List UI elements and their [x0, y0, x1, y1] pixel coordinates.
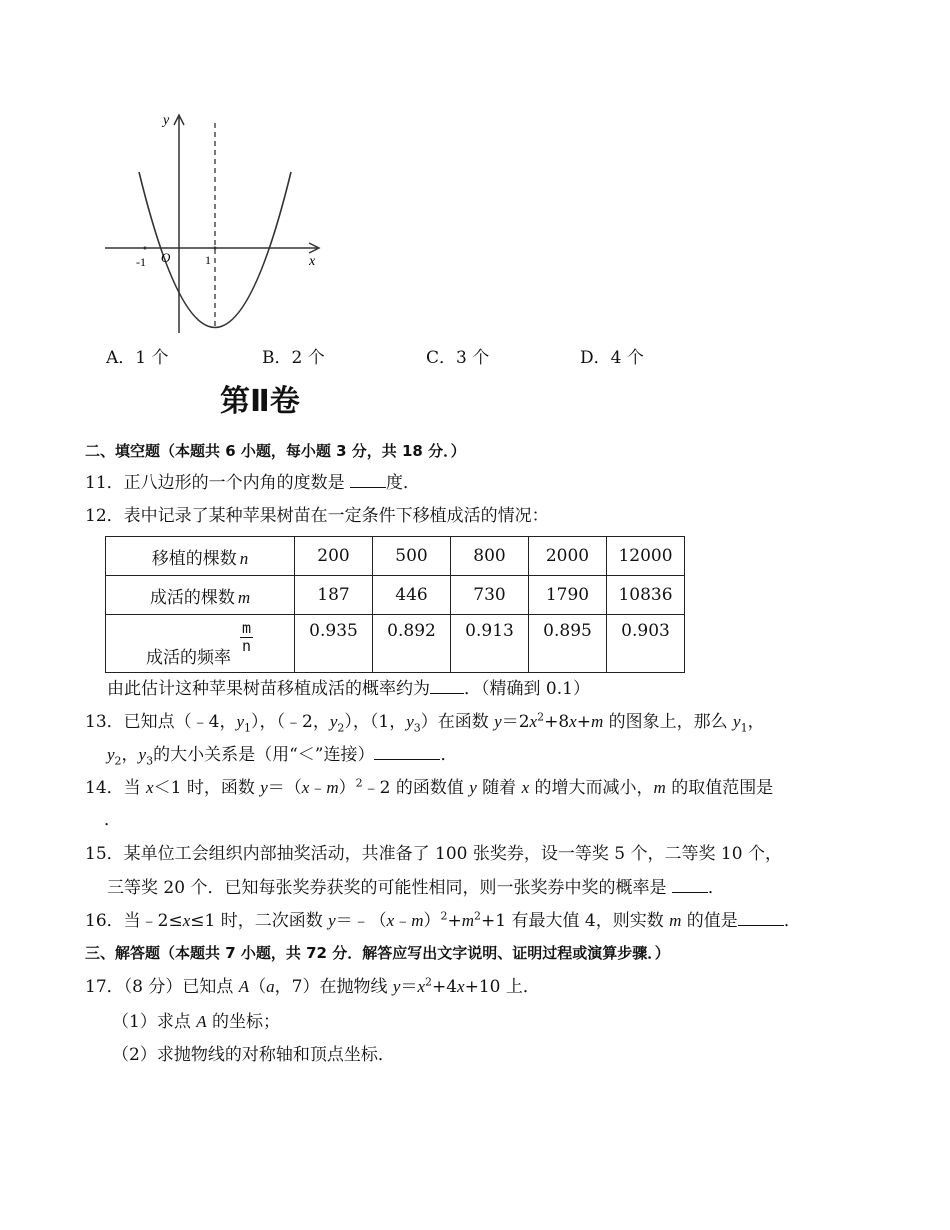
q15-blank: [672, 877, 708, 893]
tick-label-neg1: -1: [136, 255, 146, 269]
table-cell: 10836: [607, 576, 685, 615]
question-17-part1: （1）求点 A 的坐标；: [112, 1012, 281, 1032]
table-cell: 730: [451, 576, 529, 615]
question-13-line2: $y_2$，$y_3$的大小关系是（用“＜”连接） ．: [107, 745, 458, 768]
question-17: 17．（8 分）已知点 A（a，7）在抛物线 $y=x^2+4x+10$ 上．: [85, 975, 540, 997]
table-cell: 1790: [529, 576, 607, 615]
question-17-part2: （2）求抛物线的对称轴和顶点坐标．: [112, 1045, 395, 1065]
part3-heading: 三、解答题（本题共 7 小题，共 72 分．解答应写出文字说明、证明过程或演算步骤．）: [85, 944, 670, 962]
table-row: [106, 576, 685, 615]
question-11: [85, 472, 420, 493]
q11-text: 11．正八边形的一个内角的度数是: [85, 473, 351, 493]
table-cell: 2000: [529, 537, 607, 576]
parabola-graph: [95, 105, 335, 345]
table-cell: 0.895: [529, 615, 607, 673]
tick-mark: [144, 247, 147, 250]
q16-blank: [738, 910, 784, 926]
table-row: [106, 615, 685, 673]
table-row-label: 移植的棵数 n: [106, 537, 295, 576]
origin-label: O: [161, 250, 171, 265]
question-14-line1: 14．当 x＜1 时，函数 y＝（x﹣m）$^2$﹣2 的函数值 y 随着 x 的增大而减小，m 的取值范围是: [85, 776, 774, 798]
question-15-line1: 15．某单位工会组织内部抽奖活动，共准备了 100 张奖券，设一等奖 5 个，二等奖 10 个，: [85, 844, 782, 864]
table-cell: 0.892: [373, 615, 451, 673]
table-cell: 0.913: [451, 615, 529, 673]
section-title: 第Ⅱ卷: [220, 384, 300, 419]
table-cell: 187: [295, 576, 373, 615]
option-b: B．2 个: [262, 348, 325, 368]
question-12-after: 由此估计这种苹果树苗移植成活的概率约为 ．（精确到 0.1）: [107, 679, 590, 699]
q11-suffix: 度．: [386, 473, 421, 493]
table-cell: 0.903: [607, 615, 685, 673]
table-cell: 12000: [607, 537, 685, 576]
option-a: A．1 个: [106, 348, 169, 368]
question-13-line1: 13．已知点（﹣4，$y_1$），（﹣2，$y_2$），（1，$y_3$）在函数 $y=2x^2+8x+m$ 的图象上，那么 $y_1$，: [85, 710, 765, 735]
table-row-label: 成活的棵数 m: [106, 576, 295, 615]
question-12: 12．表中记录了某种苹果树苗在一定条件下移植成活的情况：: [85, 506, 549, 526]
part2-heading: 二、填空题（本题共 6 小题，每小题 3 分，共 18 分．）: [85, 442, 466, 460]
option-c: C．3 个: [426, 348, 490, 368]
transplant-table: [105, 536, 685, 673]
table-cell: 800: [451, 537, 529, 576]
tick-label-1: 1: [205, 253, 211, 267]
question-16: 16．当﹣2≤x≤1 时，二次函数 $y=﹣(x﹣m)^2+m^2+1$ 有最大值 4，则实数 m 的值是 ．: [85, 909, 801, 931]
question-15-line2: 三等奖 20 个．已知每张奖券获奖的可能性相同，则一张奖券中奖的概率是 ．: [107, 878, 725, 898]
y-axis-label: y: [163, 113, 170, 128]
q12-blank: [430, 678, 464, 694]
option-d: D．4 个: [580, 348, 644, 368]
q13-blank: [374, 744, 440, 760]
q11-blank: [350, 472, 386, 488]
tick-mark: [214, 247, 217, 250]
table-row-label: $\frac{m}{n}$ 成活的频率: [106, 615, 295, 673]
question-14-line2: ．: [104, 810, 121, 830]
table-cell: 200: [295, 537, 373, 576]
table-cell: 446: [373, 576, 451, 615]
table-cell: 500: [373, 537, 451, 576]
frequency-fraction: $\frac{m}{n}$: [242, 619, 252, 655]
table-row: [106, 537, 685, 576]
table-cell: 0.935: [295, 615, 373, 673]
x-axis-label: x: [309, 254, 316, 269]
